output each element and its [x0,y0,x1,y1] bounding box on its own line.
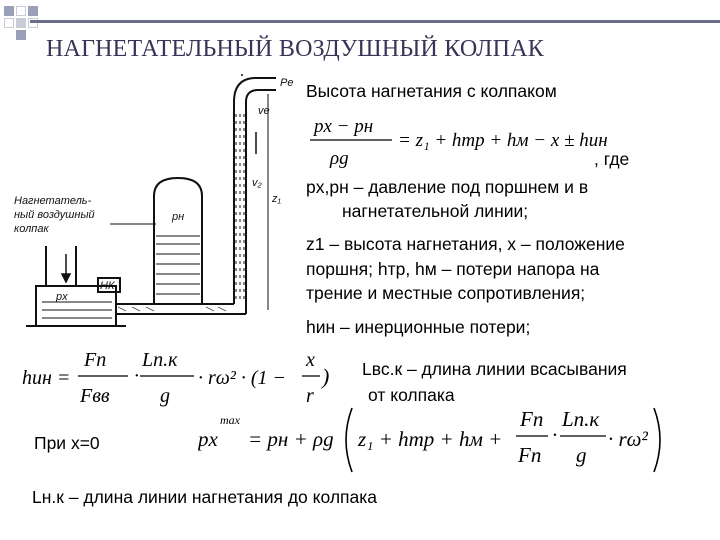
figure-pe-label: Pе [280,77,294,89]
svg-text:·: · [552,423,558,447]
figure-pn-label: pн [172,211,185,223]
title-rule [30,20,720,23]
f2-frac3-den: r [306,385,314,407]
def-inertia: hин – инерционные потери; [306,317,531,337]
f3-inner: z₁ + hтр + hм + [358,427,503,451]
f3-sup: max [220,413,240,427]
lvs-line2: от колпака [368,385,455,405]
figure-nk-label: НК [100,280,115,292]
f1-denominator: ρg [330,148,349,169]
f3-frac2-num: Lп.к [562,407,600,431]
def-height-line2: поршня; hтр, hм – потери напора на [306,259,600,279]
at-x0-label: При x=0 [34,433,100,453]
f2-close: ) [322,364,330,389]
figure-label-line2: ный воздушный [14,209,95,221]
f3-frac1-den: Fп [518,443,542,467]
def-pressure-line1: pх,pн – давление под поршнем и в [306,177,589,197]
f2-frac1-num: Fn [84,349,107,371]
svg-text:·: · [134,365,139,387]
f2-frac2-den: g [160,385,170,407]
figure-px-label: pх [56,291,68,303]
def-height-line1: z1 – высота нагнетания, x – положение [306,234,625,254]
figure-ve-label: vе [258,105,270,117]
lnk-definition: Lн.к – длина линии нагнетания до колпака [32,487,378,507]
page-title: НАГНЕТАТЕЛЬНЫЙ ВОЗДУШНЫЙ КОЛПАК [46,36,544,62]
figure-z1-label: z₁ [272,193,281,205]
f3-eq: = pн + ρg [248,427,334,451]
f2-mid: · rω² · (1 − [198,367,287,389]
figure-label-line1: Нагнетатель- [14,195,92,207]
formula-height [308,112,628,172]
f2-frac3-num: x [306,349,315,371]
height-heading: Высота нагнетания с колпаком [306,81,557,101]
air-chamber-diagram [6,74,296,344]
lvs-line1: Lвс.к – длина линии всасывания [362,359,627,379]
formula-max-pressure [198,398,668,478]
f3-frac2-den: g [576,443,587,467]
where-text: , где [594,149,630,169]
figure-v2-label: v₂ [252,177,262,189]
f1-numerator: pх − pн [314,116,374,137]
figure-label-line3: колпак [14,223,49,235]
f3-lhs: pх [198,427,218,451]
f3-tail: · rω² [608,427,648,451]
f2-frac1-den: Fвв [80,385,110,407]
f1-rhs: = z₁ + hтр + hм − x ± hин [398,130,608,151]
f2-lhs: hин = [22,367,71,389]
f2-frac2-num: Lп.к [142,349,178,371]
def-pressure-line2: нагнетательной линии; [342,201,529,221]
def-height-line3: трение и местные сопротивления; [306,283,586,303]
f3-frac1-num: Fn [520,407,544,431]
